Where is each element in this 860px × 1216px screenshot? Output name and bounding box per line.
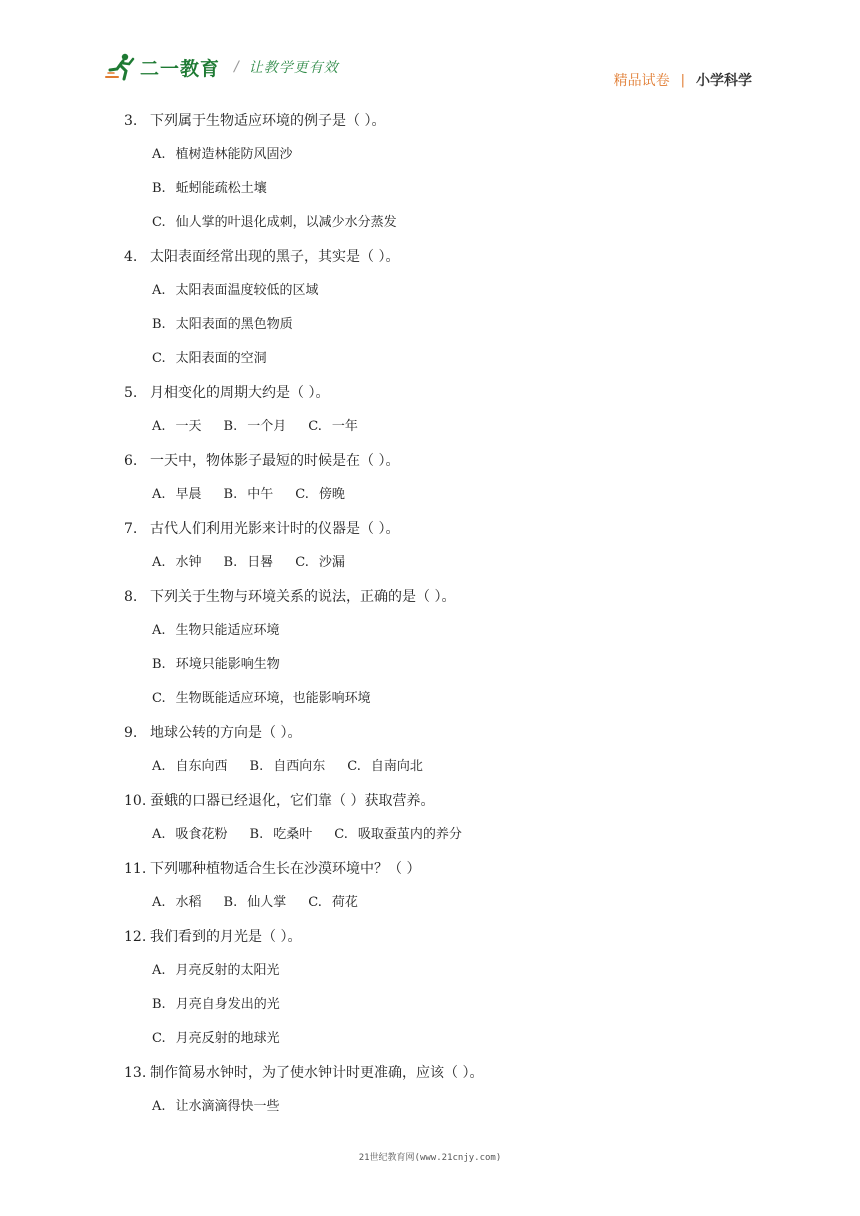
option-text: 月亮反射的地球光 bbox=[175, 1031, 280, 1046]
option-letter: C. bbox=[152, 215, 166, 230]
option-text: 傍晚 bbox=[318, 487, 345, 502]
question-text: 蚕蛾的口器已经退化，它们靠（ ）获取营养。 bbox=[150, 793, 435, 809]
option-letter: C. bbox=[152, 691, 166, 706]
option-letter: B. bbox=[152, 657, 166, 672]
answer-option bbox=[295, 478, 345, 512]
answer-option bbox=[224, 478, 274, 512]
option-text: 让水滴滴得快一些 bbox=[175, 1099, 280, 1114]
option-text: 一年 bbox=[331, 419, 358, 434]
option-letter: B. bbox=[223, 419, 238, 434]
question-number: 7. bbox=[124, 521, 138, 537]
question-text: 月相变化的周期大约是（ ）。 bbox=[150, 385, 330, 401]
question-text: 制作简易水钟时，为了使水钟计时更准确，应该（ ）。 bbox=[150, 1065, 484, 1081]
answer-option bbox=[152, 317, 293, 332]
answer-option bbox=[152, 478, 202, 512]
option-row bbox=[124, 682, 764, 716]
option-letter: A. bbox=[152, 419, 166, 434]
option-letter: B. bbox=[223, 895, 238, 910]
option-text: 仙人掌的叶退化成刺，以减少水分蒸发 bbox=[175, 215, 397, 230]
answer-option bbox=[152, 283, 319, 298]
option-row bbox=[124, 342, 764, 376]
option-text: 日晷 bbox=[247, 555, 274, 570]
answer-option bbox=[152, 623, 280, 638]
option-letter: A. bbox=[152, 1099, 166, 1114]
answer-option bbox=[334, 818, 462, 852]
option-letter: B. bbox=[152, 317, 166, 332]
tagline: 让教学更有效 bbox=[248, 60, 339, 76]
option-text: 环境只能影响生物 bbox=[175, 657, 280, 672]
question-list bbox=[124, 104, 764, 1124]
answer-option bbox=[152, 147, 293, 162]
question-stem bbox=[124, 376, 764, 410]
question-text: 古代人们利用光影来计时的仪器是（ ）。 bbox=[150, 521, 400, 537]
option-letter: C. bbox=[308, 895, 322, 910]
logo bbox=[104, 52, 339, 82]
option-letter: B. bbox=[249, 759, 264, 774]
option-row bbox=[124, 172, 764, 206]
answer-option bbox=[152, 1099, 280, 1114]
question-number: 3. bbox=[124, 113, 138, 129]
option-letter: C. bbox=[152, 1031, 166, 1046]
option-text: 中午 bbox=[247, 487, 274, 502]
answer-option bbox=[224, 410, 287, 444]
option-row bbox=[124, 954, 764, 988]
answer-option bbox=[152, 546, 202, 580]
question-number: 6. bbox=[124, 453, 138, 469]
option-row bbox=[124, 138, 764, 172]
question-stem bbox=[124, 580, 764, 614]
option-letter: A. bbox=[152, 759, 166, 774]
question-stem bbox=[124, 444, 764, 478]
option-letter: B. bbox=[152, 181, 166, 196]
question-stem bbox=[124, 920, 764, 954]
option-text: 水稻 bbox=[175, 895, 202, 910]
option-letter: A. bbox=[152, 147, 166, 162]
option-row bbox=[124, 308, 764, 342]
answer-option bbox=[308, 886, 358, 920]
option-letter: A. bbox=[152, 827, 166, 842]
option-text: 荷花 bbox=[331, 895, 358, 910]
answer-option bbox=[152, 886, 202, 920]
option-letter: C. bbox=[334, 827, 348, 842]
answer-option bbox=[308, 410, 358, 444]
option-letter: C. bbox=[152, 351, 166, 366]
option-letter: B. bbox=[249, 827, 264, 842]
header-slash: / bbox=[234, 59, 239, 75]
question-stem bbox=[124, 852, 764, 886]
option-letter: A. bbox=[152, 283, 166, 298]
option-text: 自西向东 bbox=[273, 759, 326, 774]
option-row bbox=[124, 410, 764, 444]
answer-option bbox=[295, 546, 345, 580]
option-row bbox=[124, 988, 764, 1022]
option-text: 月亮反射的太阳光 bbox=[175, 963, 280, 978]
answer-option bbox=[250, 818, 313, 852]
option-text: 仙人掌 bbox=[247, 895, 287, 910]
answer-option bbox=[152, 410, 202, 444]
option-letter: B. bbox=[223, 555, 238, 570]
option-text: 自南向北 bbox=[370, 759, 423, 774]
option-row bbox=[124, 648, 764, 682]
answer-option bbox=[224, 546, 274, 580]
option-row bbox=[124, 546, 764, 580]
option-text: 蚯蚓能疏松土壤 bbox=[175, 181, 267, 196]
answer-option bbox=[152, 181, 267, 196]
answer-option bbox=[152, 351, 267, 366]
question-stem bbox=[124, 240, 764, 274]
question-stem bbox=[124, 104, 764, 138]
option-text: 太阳表面温度较低的区域 bbox=[175, 283, 319, 298]
option-text: 自东向西 bbox=[175, 759, 228, 774]
question-text: 地球公转的方向是（ ）。 bbox=[150, 725, 302, 741]
answer-option bbox=[347, 750, 423, 784]
question-number: 10. bbox=[124, 793, 147, 809]
option-letter: A. bbox=[152, 623, 166, 638]
question-number: 8. bbox=[124, 589, 138, 605]
option-text: 一天 bbox=[175, 419, 202, 434]
option-letter: A. bbox=[152, 895, 166, 910]
option-text: 太阳表面的空洞 bbox=[175, 351, 267, 366]
option-letter: C. bbox=[295, 487, 309, 502]
answer-option bbox=[250, 750, 326, 784]
option-text: 水钟 bbox=[175, 555, 202, 570]
option-text: 太阳表面的黑色物质 bbox=[175, 317, 293, 332]
answer-option bbox=[152, 818, 228, 852]
answer-option bbox=[152, 1031, 280, 1046]
option-text: 早晨 bbox=[175, 487, 202, 502]
option-text: 吸食花粉 bbox=[175, 827, 228, 842]
option-letter: B. bbox=[223, 487, 238, 502]
answer-option bbox=[152, 997, 280, 1012]
option-text: 植树造林能防风固沙 bbox=[175, 147, 293, 162]
option-text: 生物既能适应环境，也能影响环境 bbox=[175, 691, 371, 706]
option-row bbox=[124, 274, 764, 308]
doc-type-label: 精品试卷 bbox=[613, 73, 670, 89]
question-stem bbox=[124, 1056, 764, 1090]
question-number: 11. bbox=[124, 861, 147, 877]
answer-option bbox=[152, 963, 280, 978]
option-row bbox=[124, 886, 764, 920]
option-row bbox=[124, 818, 764, 852]
option-text: 吸取蚕茧内的养分 bbox=[357, 827, 462, 842]
option-text: 沙漏 bbox=[318, 555, 345, 570]
logo-text: 二一教育 bbox=[140, 57, 221, 80]
question-number: 5. bbox=[124, 385, 138, 401]
answer-option bbox=[152, 657, 280, 672]
question-text: 一天中，物体影子最短的时候是在（ ）。 bbox=[150, 453, 400, 469]
option-row bbox=[124, 1090, 764, 1124]
page-header bbox=[0, 0, 860, 100]
question-stem bbox=[124, 784, 764, 818]
option-letter: B. bbox=[152, 997, 166, 1012]
option-row bbox=[124, 750, 764, 784]
answer-option bbox=[152, 215, 397, 230]
question-number: 9. bbox=[124, 725, 138, 741]
header-separator: | bbox=[680, 72, 685, 88]
option-text: 生物只能适应环境 bbox=[175, 623, 280, 638]
question-text: 下列哪种植物适合生长在沙漠环境中？（ ） bbox=[150, 861, 421, 877]
question-number: 4. bbox=[124, 249, 138, 265]
question-text: 我们看到的月光是（ ）。 bbox=[150, 929, 302, 945]
option-letter: C. bbox=[295, 555, 309, 570]
option-text: 月亮自身发出的光 bbox=[175, 997, 280, 1012]
subject-label: 小学科学 bbox=[696, 73, 752, 89]
option-letter: A. bbox=[152, 963, 166, 978]
running-figure-logo-icon bbox=[104, 52, 138, 82]
page-footer: 21世纪教育网(www.21cnjy.com) bbox=[358, 1153, 502, 1163]
answer-option bbox=[224, 886, 287, 920]
question-text: 太阳表面经常出现的黑子，其实是（ ）。 bbox=[150, 249, 400, 265]
question-text: 下列属于生物适应环境的例子是（ ）。 bbox=[150, 113, 386, 129]
answer-option bbox=[152, 750, 228, 784]
option-row bbox=[124, 206, 764, 240]
option-letter: C. bbox=[308, 419, 322, 434]
option-row bbox=[124, 614, 764, 648]
option-row bbox=[124, 478, 764, 512]
question-stem bbox=[124, 512, 764, 546]
option-letter: C. bbox=[347, 759, 361, 774]
option-letter: A. bbox=[152, 555, 166, 570]
option-letter: A. bbox=[152, 487, 166, 502]
option-text: 一个月 bbox=[247, 419, 287, 434]
header-right bbox=[614, 70, 752, 90]
question-text: 下列关于生物与环境关系的说法，正确的是（ ）。 bbox=[150, 589, 456, 605]
question-number: 12. bbox=[124, 929, 147, 945]
option-text: 吃桑叶 bbox=[273, 827, 313, 842]
question-stem bbox=[124, 716, 764, 750]
option-row bbox=[124, 1022, 764, 1056]
question-number: 13. bbox=[124, 1065, 147, 1081]
answer-option bbox=[152, 691, 371, 706]
